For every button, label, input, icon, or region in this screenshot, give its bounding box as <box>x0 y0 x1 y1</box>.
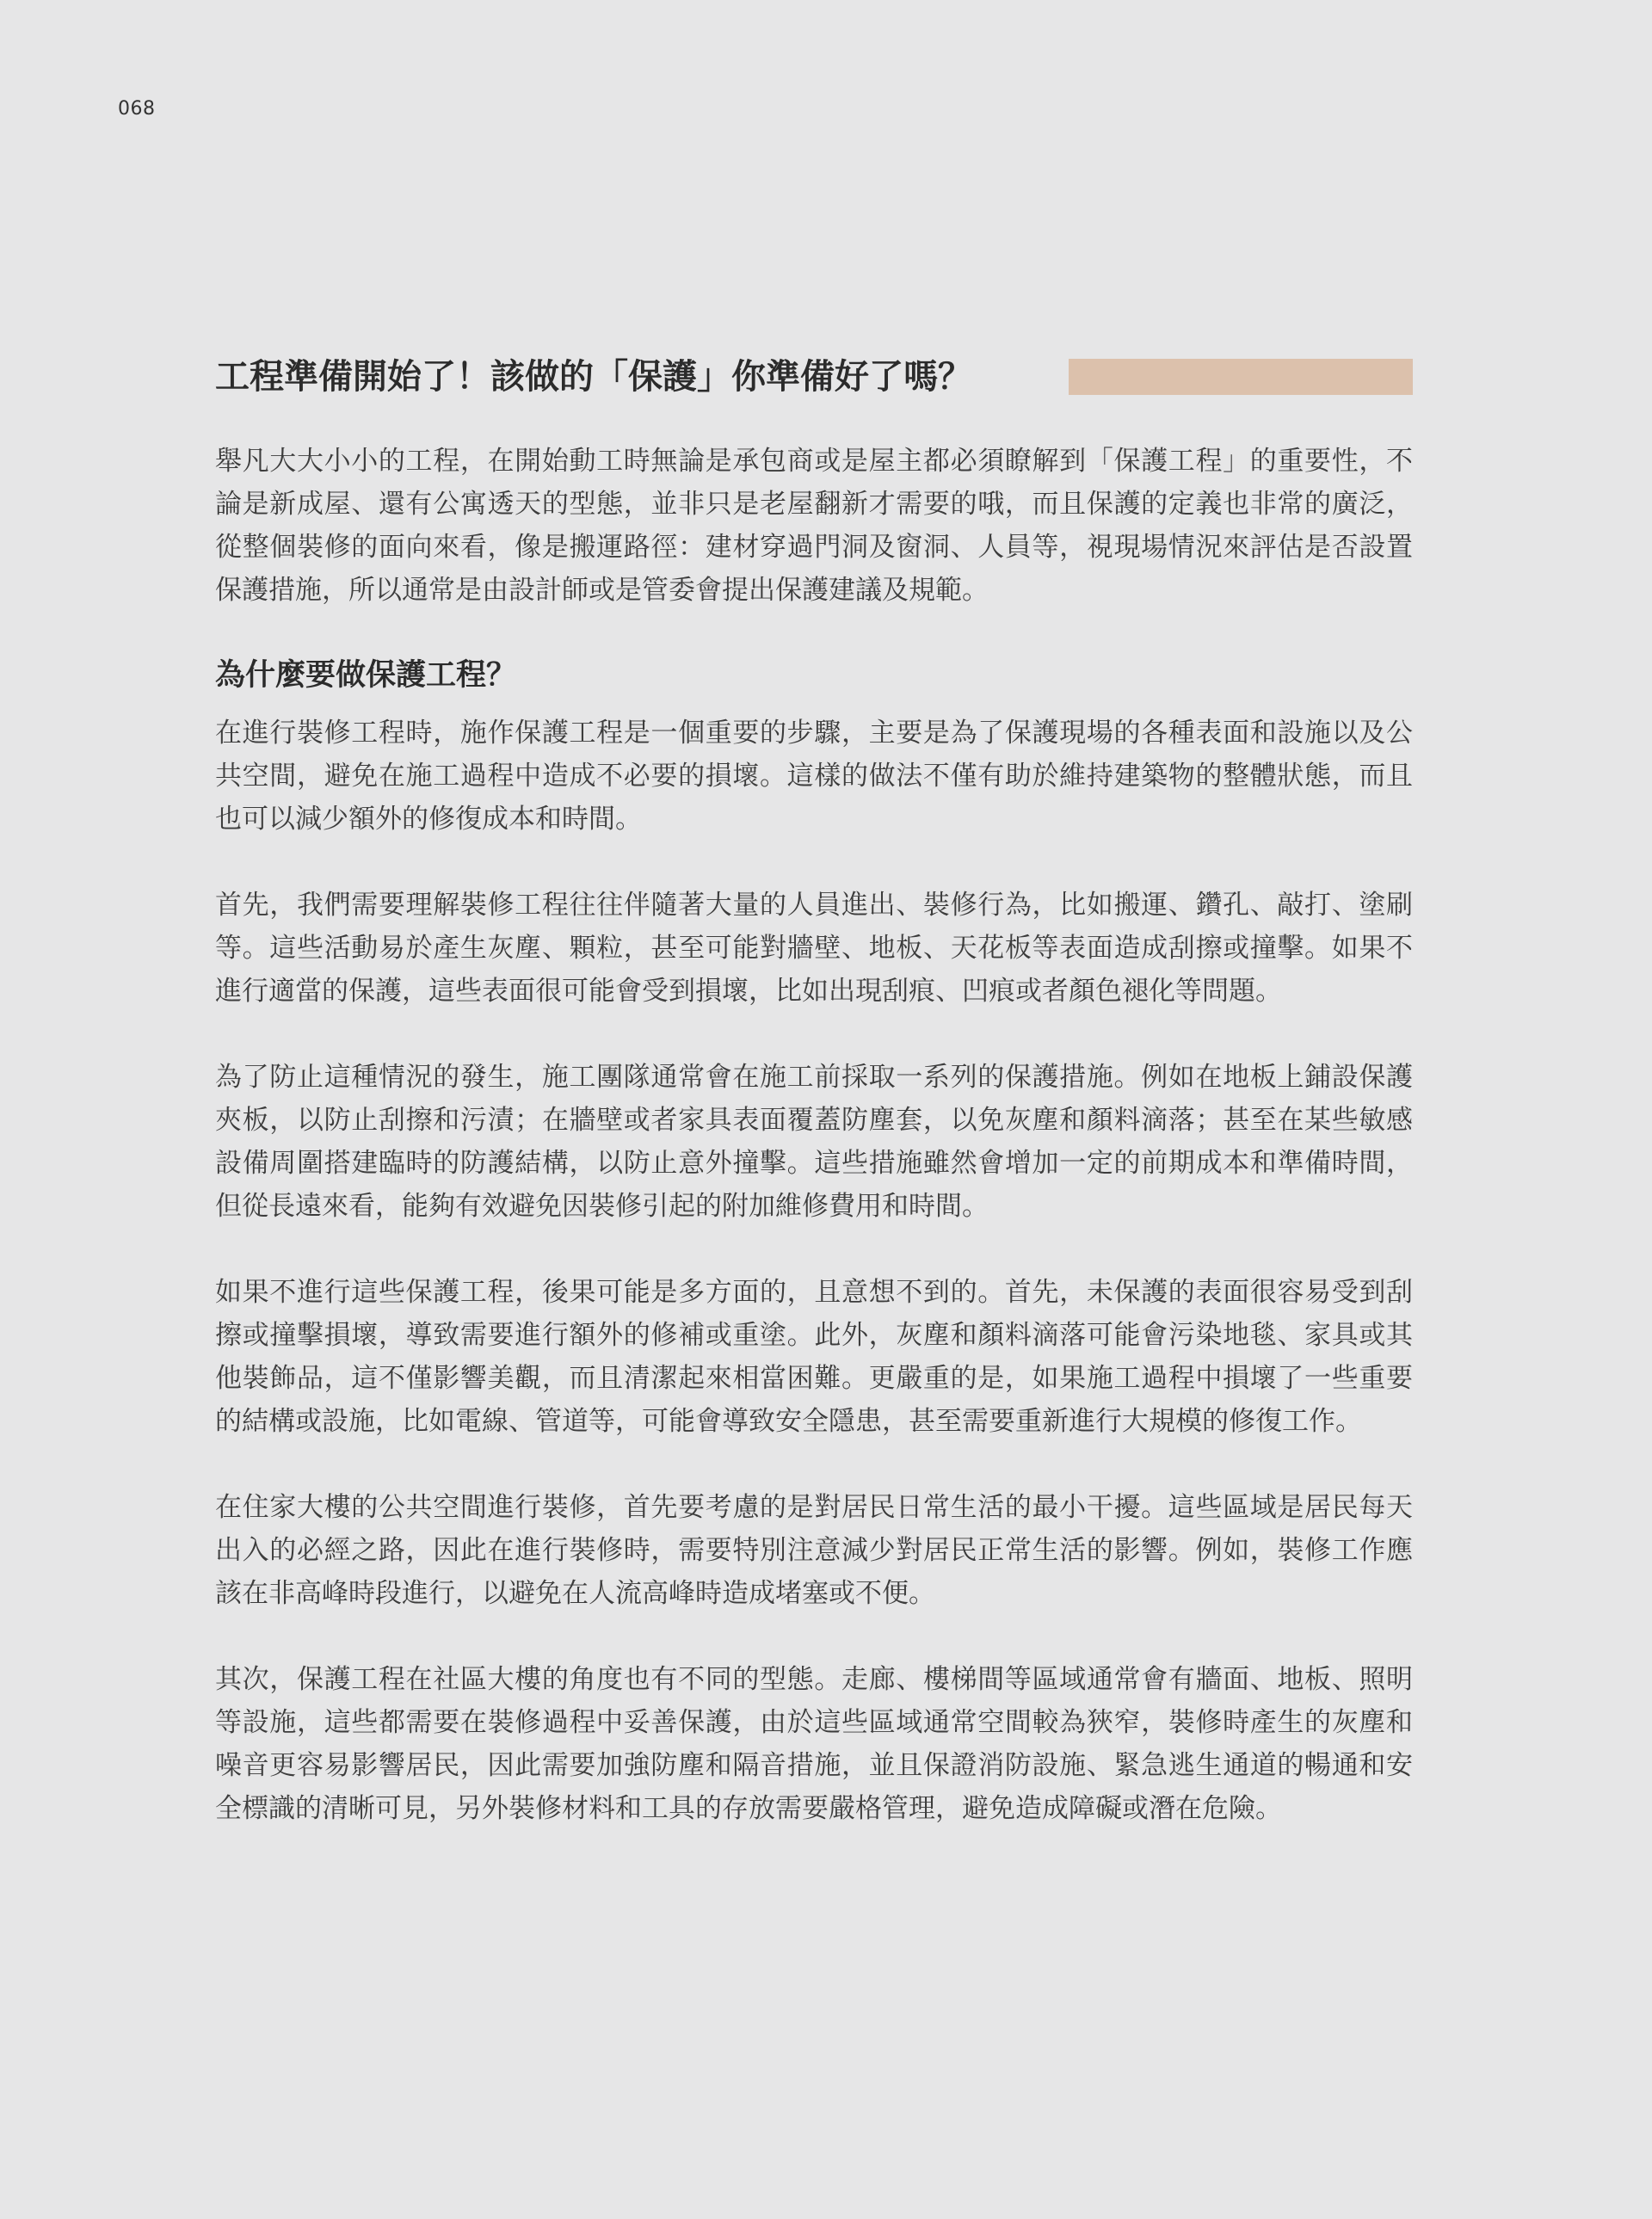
body-paragraph: 在進行裝修工程時，施作保護工程是一個重要的步驟，主要是為了保護現場的各種表面和設施以及公共空間，避免在施工過程中造成不必要的損壞。這樣的做法不僅有助於維持建築物的整體狀態，而且也可以減少額外的修復成本和時間。 <box>215 718 1413 835</box>
subsection-heading: 為什麼要做保護工程？ <box>215 658 517 693</box>
heading-accent-bar <box>1069 359 1413 395</box>
section-heading-row <box>215 353 1413 401</box>
section-heading: 工程準備開始了！該做的「保護」你準備好了嗎？ <box>215 357 972 397</box>
body-paragraph: 在住家大樓的公共空間進行裝修，首先要考慮的是對居民日常生活的最小干擾。這些區域是居民每天出入的必經之路，因此在進行裝修時，需要特別注意減少對居民正常生活的影響。例如，裝修工作應該在非高峰時段進行，以避免在人流高峰時造成堵塞或不便。 <box>215 1492 1413 1609</box>
body-paragraph: 首先，我們需要理解裝修工程往往伴隨著大量的人員進出、裝修行為，比如搬運、鑽孔、敲打、塗刷等。這些活動易於產生灰塵、顆粒，甚至可能對牆壁、地板、天花板等表面造成刮擦或撞擊。如果不進行適當的保護，這些表面很可能會受到損壞，比如出現刮痕、凹痕或者顏色褪化等問題。 <box>215 890 1413 1007</box>
intro-paragraph: 舉凡大大小小的工程，在開始動工時無論是承包商或是屋主都必須瞭解到「保護工程」的重要性，不論是新成屋、還有公寓透天的型態，並非只是老屋翻新才需要的哦，而且保護的定義也非常的廣泛，從整個裝修的面向來看，像是搬運路徑：建材穿過門洞及窗洞、人員等，視現場情況來評估是否設置保護措施，所以通常是由設計師或是管委會提出保護建議及規範。 <box>215 446 1413 606</box>
page-number: 068 <box>118 98 156 120</box>
body-paragraph: 為了防止這種情況的發生，施工團隊通常會在施工前採取一系列的保護措施。例如在地板上鋪設保護夾板，以防止刮擦和污漬；在牆壁或者家具表面覆蓋防塵套，以免灰塵和顏料滴落；甚至在某些敏感設備周圍搭建臨時的防護結構，以防止意外撞擊。這些措施雖然會增加一定的前期成本和準備時間，但從長遠來看，能夠有效避免因裝修引起的附加維修費用和時間。 <box>215 1062 1413 1222</box>
body-text <box>215 712 1413 1873</box>
body-paragraph: 其次，保護工程在社區大樓的角度也有不同的型態。走廊、樓梯間等區域通常會有牆面、地板、照明等設施，這些都需要在裝修過程中妥善保護，由於這些區域通常空間較為狹窄，裝修時產生的灰塵和噪音更容易影響居民，因此需要加強防塵和隔音措施，並且保證消防設施、緊急逃生通道的暢通和安全標識的清晰可見，另外裝修材料和工具的存放需要嚴格管理，避免造成障礙或潛在危險。 <box>215 1664 1413 1824</box>
body-paragraph: 如果不進行這些保護工程，後果可能是多方面的，且意想不到的。首先，未保護的表面很容易受到刮擦或撞擊損壞，導致需要進行額外的修補或重塗。此外，灰塵和顏料滴落可能會污染地毯、家具或其他裝飾品，這不僅影響美觀，而且清潔起來相當困難。更嚴重的是，如果施工過程中損壞了一些重要的結構或設施，比如電線、管道等，可能會導致安全隱患，甚至需要重新進行大規模的修復工作。 <box>215 1277 1413 1437</box>
